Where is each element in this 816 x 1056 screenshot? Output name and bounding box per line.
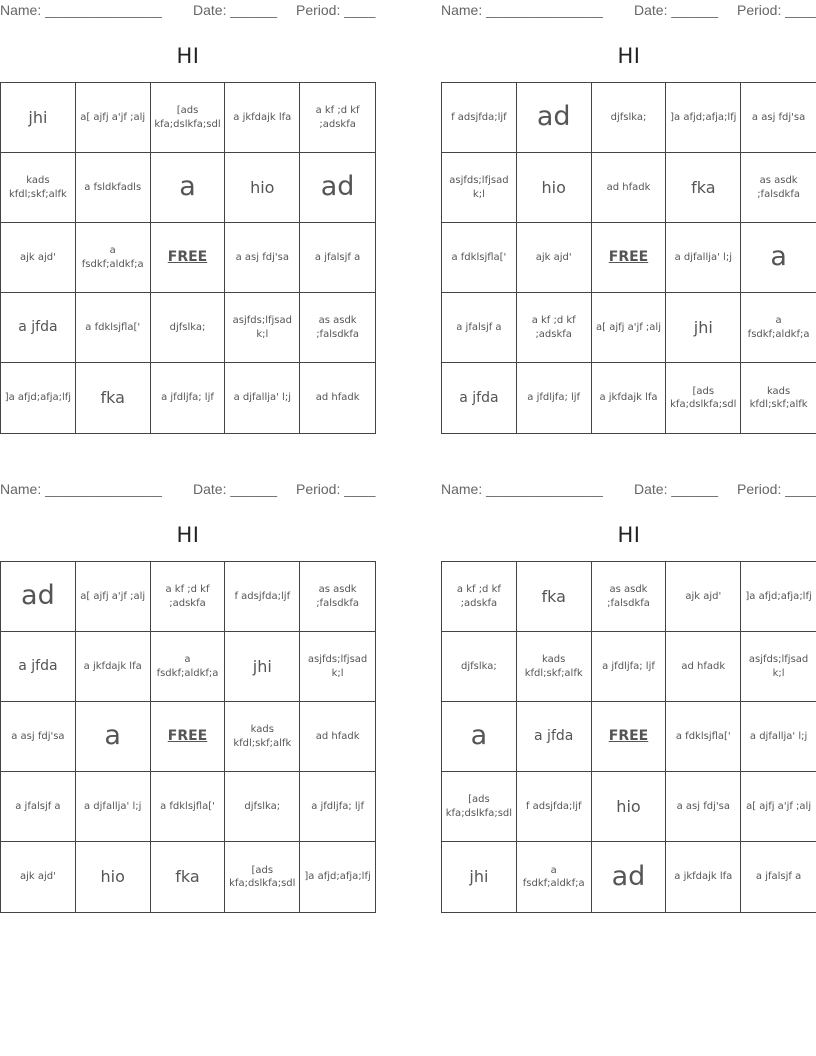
free-space: FREE [592, 223, 667, 293]
bingo-card-4 [441, 479, 816, 919]
bingo-cell: ]a afjd;afja;lfj [304, 871, 371, 883]
bingo-cell: a jfalsjf a [442, 293, 517, 363]
bingo-cell: kads kfdl;skf;alfk [517, 632, 592, 702]
bingo-cell: a fdklsjfla[' [442, 223, 517, 293]
bingo-cell: fka [151, 842, 226, 912]
bingo-cell: ajk ajd' [1, 223, 76, 293]
free-space: FREE [151, 223, 226, 293]
bingo-card-2 [441, 0, 816, 440]
bingo-cell: a[ ajfj a'jf ;alj [741, 772, 816, 842]
bingo-cell: ad hfadk [315, 392, 360, 404]
bingo-cell: fka [517, 562, 592, 632]
bingo-cell: a [151, 153, 226, 223]
bingo-cell: djfslka; [225, 772, 300, 842]
date-field: Date: ______ [193, 481, 278, 497]
bingo-cell: kads kfdl;skf;alfk [225, 702, 300, 772]
bingo-cell: ad [1, 562, 76, 632]
bingo-cell: djfslka; [442, 632, 517, 702]
bingo-cell: f adsjfda;ljf [225, 562, 300, 632]
card-title: HI [617, 44, 641, 68]
bingo-card-1 [0, 0, 376, 440]
bingo-card-3 [0, 479, 376, 919]
bingo-cell: a kf ;d kf ;adskfa [300, 83, 375, 153]
bingo-cell: a [442, 702, 517, 772]
bingo-cell: ad hfadk [300, 702, 375, 772]
bingo-cell: hio [76, 842, 151, 912]
bingo-cell: a djfallja' l;j [741, 702, 816, 772]
date-field: Date: ______ [634, 2, 719, 18]
bingo-cell: a jfalsjf a [755, 871, 802, 883]
bingo-cell: ajk ajd' [517, 223, 592, 293]
date-field: Date: ______ [634, 481, 719, 497]
bingo-cell: as asdk ;falsdkfa [741, 153, 816, 223]
bingo-cell: [ads kfa;dslkfa;sdl [442, 772, 517, 842]
bingo-cell: ]a afjd;afja;lfj [741, 562, 816, 632]
bingo-cell: a jfda [442, 363, 517, 433]
bingo-cell: a[ ajfj a'jf ;alj [592, 293, 667, 363]
bingo-cell: hio [517, 153, 592, 223]
bingo-grid [441, 561, 816, 913]
bingo-cell: hio [592, 772, 667, 842]
bingo-cell: as asdk ;falsdkfa [592, 562, 667, 632]
bingo-cell: [ads kfa;dslkfa;sdl [151, 83, 226, 153]
bingo-grid [0, 82, 376, 434]
bingo-cell: a jkfdajk lfa [666, 842, 741, 912]
bingo-cell: a [741, 223, 816, 293]
bingo-cell: f adsjfda;ljf [442, 83, 517, 153]
bingo-cell: a djfallja' l;j [225, 363, 300, 433]
bingo-cell: jhi [666, 293, 741, 363]
bingo-cell: a fsdkf;aldkf;a [741, 293, 816, 363]
bingo-cell: djfslka; [151, 293, 226, 363]
bingo-cell: a jfalsjf a [1, 772, 76, 842]
bingo-cell: a fsdkf;aldkf;a [76, 223, 151, 293]
bingo-cell: a kf ;d kf ;adskfa [517, 293, 592, 363]
bingo-cell: ajk ajd' [666, 562, 741, 632]
bingo-cell: fka [76, 363, 151, 433]
card-header [0, 479, 376, 499]
bingo-cell: a jkfdajk lfa [76, 632, 151, 702]
bingo-cell: a jfda [517, 702, 592, 772]
bingo-cell: ad hfadk [592, 153, 667, 223]
name-field: Name: _______________ [0, 481, 162, 497]
bingo-grid [0, 561, 376, 913]
free-space: FREE [151, 702, 226, 772]
bingo-cell: ]a afjd;afja;lfj [666, 83, 741, 153]
bingo-cell: a jfalsjf a [300, 223, 375, 293]
card-header [0, 0, 376, 20]
bingo-cell: asjfds;lfjsad k;l [225, 293, 300, 363]
bingo-cell: a jfda [1, 632, 76, 702]
name-field: Name: _______________ [0, 2, 162, 18]
card-title: HI [617, 523, 641, 547]
period-field: Period: ____ [296, 2, 376, 18]
bingo-cell: as asdk ;falsdkfa [300, 293, 375, 363]
bingo-cell: a fdklsjfla[' [666, 702, 741, 772]
bingo-cell: djfslka; [592, 83, 667, 153]
bingo-cell: a [76, 702, 151, 772]
free-space: FREE [592, 702, 667, 772]
card-header [441, 479, 816, 499]
name-field: Name: _______________ [441, 481, 603, 497]
bingo-cell: fka [666, 153, 741, 223]
bingo-cell: asjfds;lfjsad k;l [442, 153, 517, 223]
bingo-cell: ad [300, 153, 375, 223]
bingo-cell: a jkfdajk lfa [592, 363, 667, 433]
bingo-cell: jhi [442, 842, 517, 912]
card-title: HI [176, 523, 200, 547]
bingo-cell: jhi [1, 83, 76, 153]
bingo-cell: ajk ajd' [1, 842, 76, 912]
card-header [441, 0, 816, 20]
bingo-grid [441, 82, 816, 434]
bingo-cell: kads kfdl;skf;alfk [1, 153, 76, 223]
bingo-cell: a fdklsjfla[' [76, 293, 151, 363]
bingo-cell: a jfdljfa; ljf [300, 772, 375, 842]
date-field: Date: ______ [193, 2, 278, 18]
card-title: HI [176, 44, 200, 68]
period-field: Period: ____ [737, 2, 816, 18]
bingo-cell: a asj fdj'sa [666, 772, 741, 842]
bingo-cell: as asdk ;falsdkfa [300, 562, 375, 632]
bingo-cell: ad [592, 842, 667, 912]
bingo-cell: a djfallja' l;j [666, 223, 741, 293]
bingo-cell: asjfds;lfjsad k;l [300, 632, 375, 702]
bingo-cell: a fsdkf;aldkf;a [517, 842, 592, 912]
bingo-cell: a asj fdj'sa [1, 702, 76, 772]
bingo-cell: a jfdljfa; ljf [517, 363, 592, 433]
bingo-cell: ]a afjd;afja;lfj [1, 363, 76, 433]
bingo-cell: a kf ;d kf ;adskfa [151, 562, 226, 632]
period-field: Period: ____ [296, 481, 376, 497]
bingo-cell: hio [225, 153, 300, 223]
bingo-cell: a[ ajfj a'jf ;alj [76, 83, 151, 153]
bingo-cell: asjfds;lfjsad k;l [741, 632, 816, 702]
bingo-cell: jhi [225, 632, 300, 702]
bingo-cell: a djfallja' l;j [76, 772, 151, 842]
bingo-cell: ad hfadk [666, 632, 741, 702]
bingo-cell: a jfda [1, 293, 76, 363]
bingo-cell: [ads kfa;dslkfa;sdl [666, 363, 741, 433]
bingo-cell: a asj fdj'sa [225, 223, 300, 293]
bingo-cell: a[ ajfj a'jf ;alj [76, 562, 151, 632]
bingo-cell: a fdklsjfla[' [151, 772, 226, 842]
bingo-cell: a fsdkf;aldkf;a [151, 632, 226, 702]
period-field: Period: ____ [737, 481, 816, 497]
bingo-cell: ad [517, 83, 592, 153]
bingo-cell: a fsldkfadls [76, 153, 151, 223]
bingo-cell: kads kfdl;skf;alfk [749, 385, 808, 410]
name-field: Name: _______________ [441, 2, 603, 18]
bingo-cell: [ads kfa;dslkfa;sdl [225, 842, 300, 912]
bingo-cell: f adsjfda;ljf [517, 772, 592, 842]
bingo-cell: a jfdljfa; ljf [151, 363, 226, 433]
bingo-cell: a kf ;d kf ;adskfa [442, 562, 517, 632]
bingo-cell: a jfdljfa; ljf [592, 632, 667, 702]
bingo-cell: a jkfdajk lfa [225, 83, 300, 153]
bingo-cell: a asj fdj'sa [741, 83, 816, 153]
